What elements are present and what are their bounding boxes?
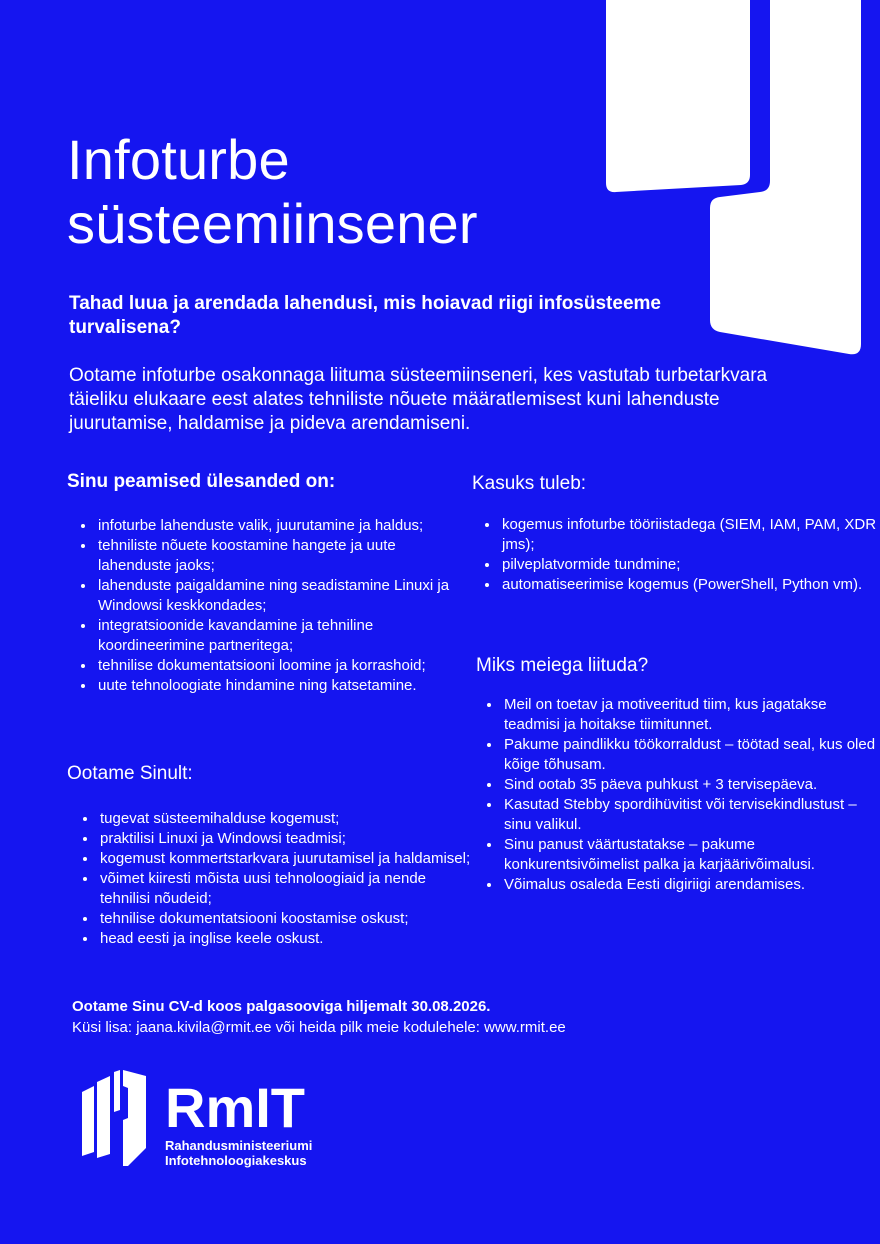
tasks-list xyxy=(70,516,461,696)
list-item: • infoturbe lahenduste valik, juurutamine ja haldus; xyxy=(96,516,461,536)
list-item: • integratsioonide kavandamine ja tehniline koordineerimine partneritega; xyxy=(96,616,461,656)
list-item: • tugevat süsteemihalduse kogemust; xyxy=(98,809,473,829)
call-to-action xyxy=(72,996,832,1038)
logo-wordmark: RmIT xyxy=(165,1076,305,1139)
list-item: • kogemus infoturbe tööriistadega (SIEM, IAM, PAM, XDR jms); xyxy=(500,515,880,555)
list-item: • praktilisi Linuxi ja Windowsi teadmisi; xyxy=(98,829,473,849)
list-item: • kogemust kommertstarkvara juurutamisel ja haldamisel; xyxy=(98,849,473,869)
contact-info[interactable]: Küsi lisa: jaana.kivila@rmit.ee või heida pilk meie kodulehele: www.rmit.ee xyxy=(72,1019,566,1036)
list-item: • head eesti ja inglise keele oskust. xyxy=(98,929,473,949)
why-heading: Miks meiega liituda? xyxy=(476,655,649,676)
list-item: • Võimalus osaleda Eesti digiriigi arendamises. xyxy=(502,875,877,895)
list-item: • võimet kiiresti mõista uusi tehnoloogiaid ja nende tehnilisi nõudeid; xyxy=(98,869,473,909)
bonus-heading: Kasuks tuleb: xyxy=(472,473,587,494)
list-item: • Pakume paindlikku töökorraldust – töötad seal, kus oled kõige tõhusam. xyxy=(502,735,877,775)
page-title-line-1: Infoturbe xyxy=(67,128,290,191)
list-item: • automatiseerimise kogemus (PowerShell, Python vm). xyxy=(500,575,880,595)
list-item: • tehnilise dokumentatsiooni koostamise oskust; xyxy=(98,909,473,929)
list-item: • Kasutad Stebby spordihüvitist või tervisekindlustust – sinu valikul. xyxy=(502,795,877,835)
logo-subtitle-line-1: Rahandusministeeriumi xyxy=(165,1138,313,1153)
bonus-list xyxy=(474,515,880,595)
page-title-line-2: süsteemiinsener xyxy=(67,192,478,255)
application-deadline: Ootame Sinu CV-d koos palgasooviga hiljemalt 30.08.2026. xyxy=(72,998,491,1015)
expect-heading: Ootame Sinult: xyxy=(67,763,193,784)
list-item: • uute tehnoloogiate hindamine ning katsetamine. xyxy=(96,676,461,696)
intro-paragraph: Ootame infoturbe osakonnaga liituma süsteemiinseneri, kes vastutab turbetarkvara täieliku elukaare eest alates tehniliste nõuete määratlemisest kuni lahenduste juurutamise, haldamise ja pideva arendamiseni. xyxy=(69,365,768,434)
expect-list xyxy=(72,809,473,949)
why-list xyxy=(476,695,877,895)
list-item: • Sinu panust väärtustatakse – pakume konkurentsivõimelist palka ja karjäärivõimalusi. xyxy=(502,835,877,875)
list-item: • lahenduste paigaldamine ning seadistamine Linuxi ja Windowsi keskkondades; xyxy=(96,576,461,616)
rmit-logo-icon xyxy=(82,1070,150,1168)
list-item: • Meil on toetav ja motiveeritud tiim, kus jagatakse teadmisi ja hoitakse tiimitunnet. xyxy=(502,695,877,735)
logo-subtitle-line-2: Infotehnoloogiakeskus xyxy=(165,1153,307,1168)
page-title xyxy=(67,128,478,256)
list-item: • Sind ootab 35 päeva puhkust + 3 tervisepäeva. xyxy=(502,775,877,795)
list-item: • tehniliste nõuete koostamine hangete ja uute lahenduste jaoks; xyxy=(96,536,461,576)
tasks-heading: Sinu peamised ülesanded on: xyxy=(67,471,336,492)
logo-subtitle xyxy=(165,1138,312,1168)
list-item: • pilveplatvormide tundmine; xyxy=(500,555,880,575)
list-item: • tehnilise dokumentatsiooni loomine ja korrashoid; xyxy=(96,656,461,676)
lead-question: Tahad luua ja arendada lahendusi, mis hoiavad riigi infosüsteeme turvalisena? xyxy=(69,293,661,338)
